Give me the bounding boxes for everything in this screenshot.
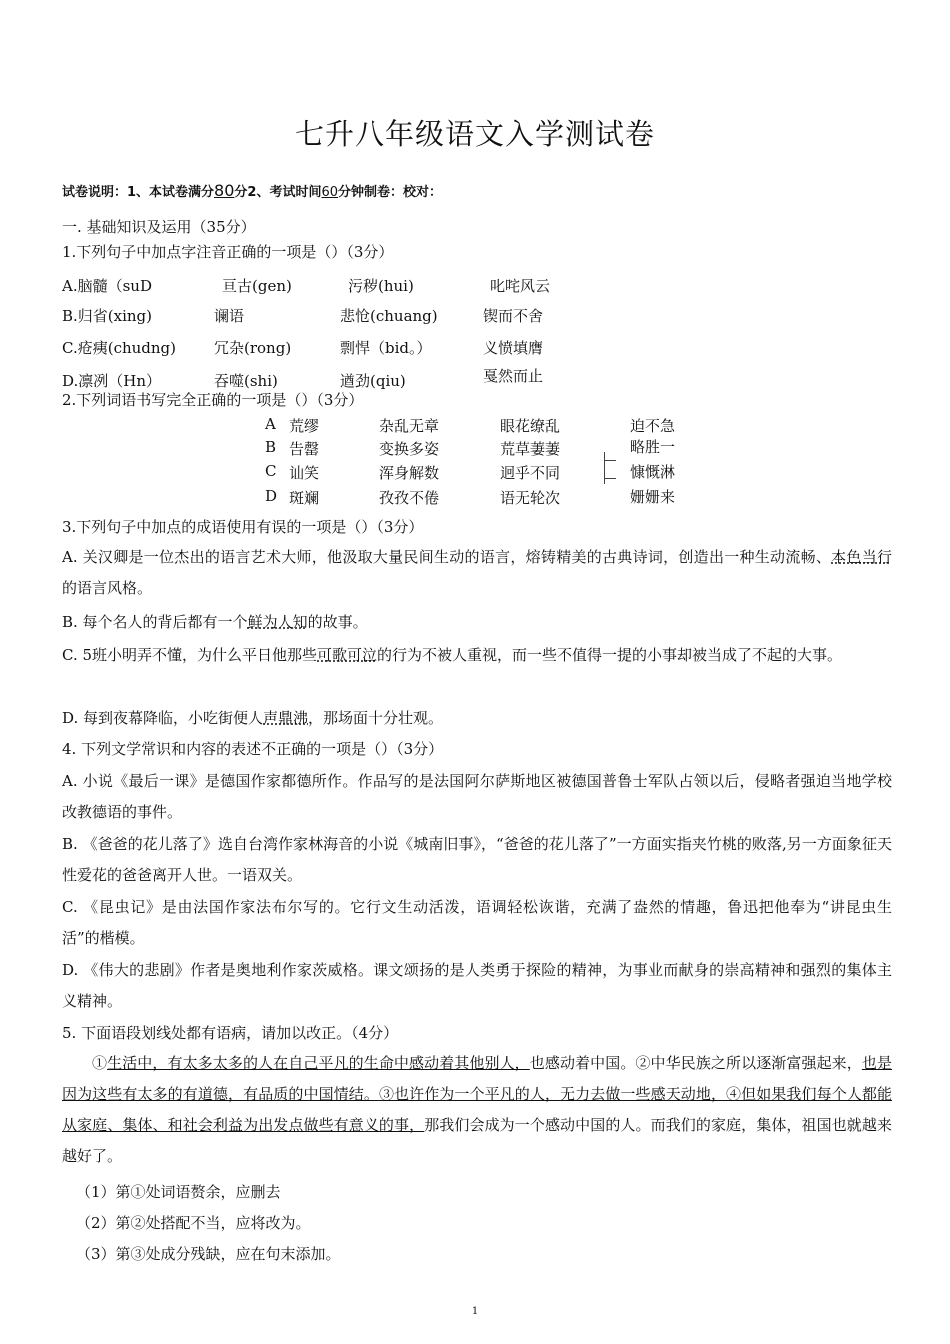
q2-d-2: 孜孜不倦: [379, 489, 440, 507]
exam-instructions: [62, 181, 442, 200]
q5-sub-2: （2）第②处搭配不当，应将改为。: [76, 1214, 311, 1232]
q3-c-text: C. 5班小明弄不懂，为什么平日他那些: [62, 646, 318, 664]
q2-a-1: 荒缪: [289, 417, 320, 435]
q2-stem: 2.下列词语书写完全正确的一项是（）（3分）: [62, 391, 364, 409]
q4-option-d: D. 《伟大的悲剧》作者是奥地利作家茨威格。课文颂扬的是人类勇于探险的精神，为事业而献身的崇高精神和强烈的集体主义精神。: [62, 961, 892, 1010]
q3-stem: 3.下列句子中加点的成语使用有误的一项是（）（3分）: [62, 518, 424, 536]
q1-stem: 1.下列句子中加点字注音正确的一项是（）（3分）: [62, 243, 394, 261]
q2-c-4: 慷慨淋: [630, 463, 676, 481]
q5-passage: [62, 1048, 892, 1172]
q1-d-4: 戛然而止: [483, 367, 544, 385]
q2-a-label: A: [265, 415, 276, 433]
instructions-suffix: 分钟制卷：校对：: [338, 185, 443, 200]
q4-option-a: A. 小说《最后一课》是德国作家都德所作。作品写的是法国阿尔萨斯地区被德国普鲁士军队占领以后，侵略者强迫当地学校改教德语的事件。: [62, 772, 892, 821]
q1-b-4: 锲而不舍: [483, 307, 544, 325]
q2-d-4: 姗姗来: [630, 488, 676, 506]
q1-a-3: 污秽(hui): [348, 277, 414, 295]
section-heading: 一. 基础知识及运用（35分）: [62, 218, 256, 236]
q1-d-3: 遒劲(qiu): [340, 372, 406, 390]
q2-b-1: 告罄: [289, 440, 320, 458]
q5-text-3: 那我们会成为一个感动中国的人。而我们的家庭，集体，祖国也就越来越好了。: [62, 1116, 892, 1165]
q3-b-tail: 的故事。: [307, 613, 368, 631]
q5-stem: 5. 下面语段划线处都有语病，请加以改正。（4分）: [62, 1024, 399, 1042]
full-score: 80: [214, 181, 235, 200]
q2-d-3: 语无轮次: [500, 489, 561, 507]
q1-a-4: 叱咤风云: [490, 277, 551, 295]
q4-option-b: B. 《爸爸的花儿落了》选自台湾作家林海音的小说《城南旧事》，“爸爸的花儿落了”一方面实指夹竹桃的败落,另一方面象征天性爱花的爸爸离开人世。一语双关。: [62, 835, 892, 884]
q1-b-1: B.归省(xing): [62, 307, 153, 325]
q1-c-4: 义愤填膺: [483, 339, 544, 357]
q5-underlined-1: 生活中，有太多太多的人在自己平凡的生命中感动着其他别人，: [107, 1054, 530, 1072]
q3-option-d: [62, 703, 892, 734]
exam-time: 60: [321, 185, 338, 200]
q2-b-4: 略胜一: [630, 438, 676, 456]
q2-c-label: C: [265, 462, 277, 480]
q2-c-2: 浑身解数: [379, 464, 440, 482]
q5-text-2: 也感动着中国。②中华民族之所以逐渐富强起来，: [529, 1054, 862, 1072]
q3-b-text: B. 每个名人的背后都有一个: [62, 613, 248, 631]
q3-a-idiom: 本色当行: [831, 548, 892, 566]
q3-option-c: [62, 640, 892, 671]
q3-option-b: [62, 607, 892, 638]
q2-c-3: 迥乎不同: [500, 464, 561, 482]
q3-c-idiom: 可歌可泣: [317, 646, 378, 664]
q2-d-label: D: [265, 487, 278, 505]
q2-b-3: 荒草萋萋: [500, 440, 561, 458]
q3-a-text: A. 关汉卿是一位杰出的语言艺术大师，他汲取大量民间生动的语言，熔铸精美的古典诗词，创造出一种生动流畅、: [62, 548, 832, 566]
bracket-mark: [604, 452, 619, 484]
q5-marker-1: ①: [92, 1054, 108, 1072]
q5-sub-3: （3）第③处成分残缺，应在句末添加。: [76, 1245, 341, 1263]
q3-d-idiom: 声鼎沸: [263, 709, 309, 727]
q2-a-3: 眼花缭乱: [500, 417, 561, 435]
page-title: 七升八年级语文入学测试卷: [294, 117, 655, 151]
q3-b-idiom: 鲜为人知: [247, 613, 308, 631]
q5-underlined-2: 也是因为这些有太多的有道德，有品质的中国情结。: [62, 1054, 892, 1103]
q5-sub-1: （1）第①处词语赘余，应删去: [76, 1183, 281, 1201]
q1-b-2: 谰语: [214, 307, 245, 325]
q1-a-1: A.脑髓（suD: [62, 277, 152, 295]
q3-d-text: D. 每到夜幕降临，小吃街便人: [62, 709, 264, 727]
q1-c-1: C.疮痍(chudng): [62, 339, 177, 357]
q3-d-tail: ，那场面十分壮观。: [308, 709, 444, 727]
q2-c-1: 讪笑: [289, 464, 320, 482]
instructions-mid: 分2、考试时间: [234, 185, 322, 200]
instructions-prefix: 试卷说明：1、本试卷满分: [62, 185, 215, 200]
q1-d-2: 吞噬(shi): [214, 372, 278, 390]
q2-a-4: 迫不急: [630, 417, 676, 435]
q3-option-a: [62, 542, 892, 604]
q5-underlined-3: ③也许作为一个平凡的人，无力去做一些感天动地，④但如果我们每个人都能从家庭、集体、和社会利益为出发点做些有意义的事，: [62, 1085, 892, 1134]
q3-c-tail: 的行为不被人重视，而一些不值得一提的小事却被当成了不起的大事。: [377, 646, 843, 664]
q4-option-c: C. 《昆虫记》是由法国作家法布尔写的。它行文生动活泼，语调轻松诙谐，充满了盎然的情趣，鲁迅把他奉为“讲昆虫生活”的楷模。: [62, 898, 892, 947]
q1-b-3: 悲怆(chuang): [340, 307, 438, 325]
q2-a-2: 杂乱无章: [379, 417, 440, 435]
q4-stem: 4. 下列文学常识和内容的表述不正确的一项是（）（3分）: [62, 740, 444, 758]
q1-a-2: 亘古(gen): [222, 277, 292, 295]
page-number: 1: [471, 1306, 479, 1317]
q1-c-3: 剽悍（bid。）: [340, 339, 432, 357]
q2-d-1: 斑斓: [289, 489, 320, 507]
q2-b-2: 变换多姿: [379, 440, 440, 458]
q3-a-tail: 的语言风格。: [62, 579, 153, 597]
q1-d-1: D.凛冽（Hn）: [62, 372, 162, 390]
q2-b-label: B: [265, 438, 277, 456]
q1-c-2: 冗杂(rong): [214, 339, 292, 357]
